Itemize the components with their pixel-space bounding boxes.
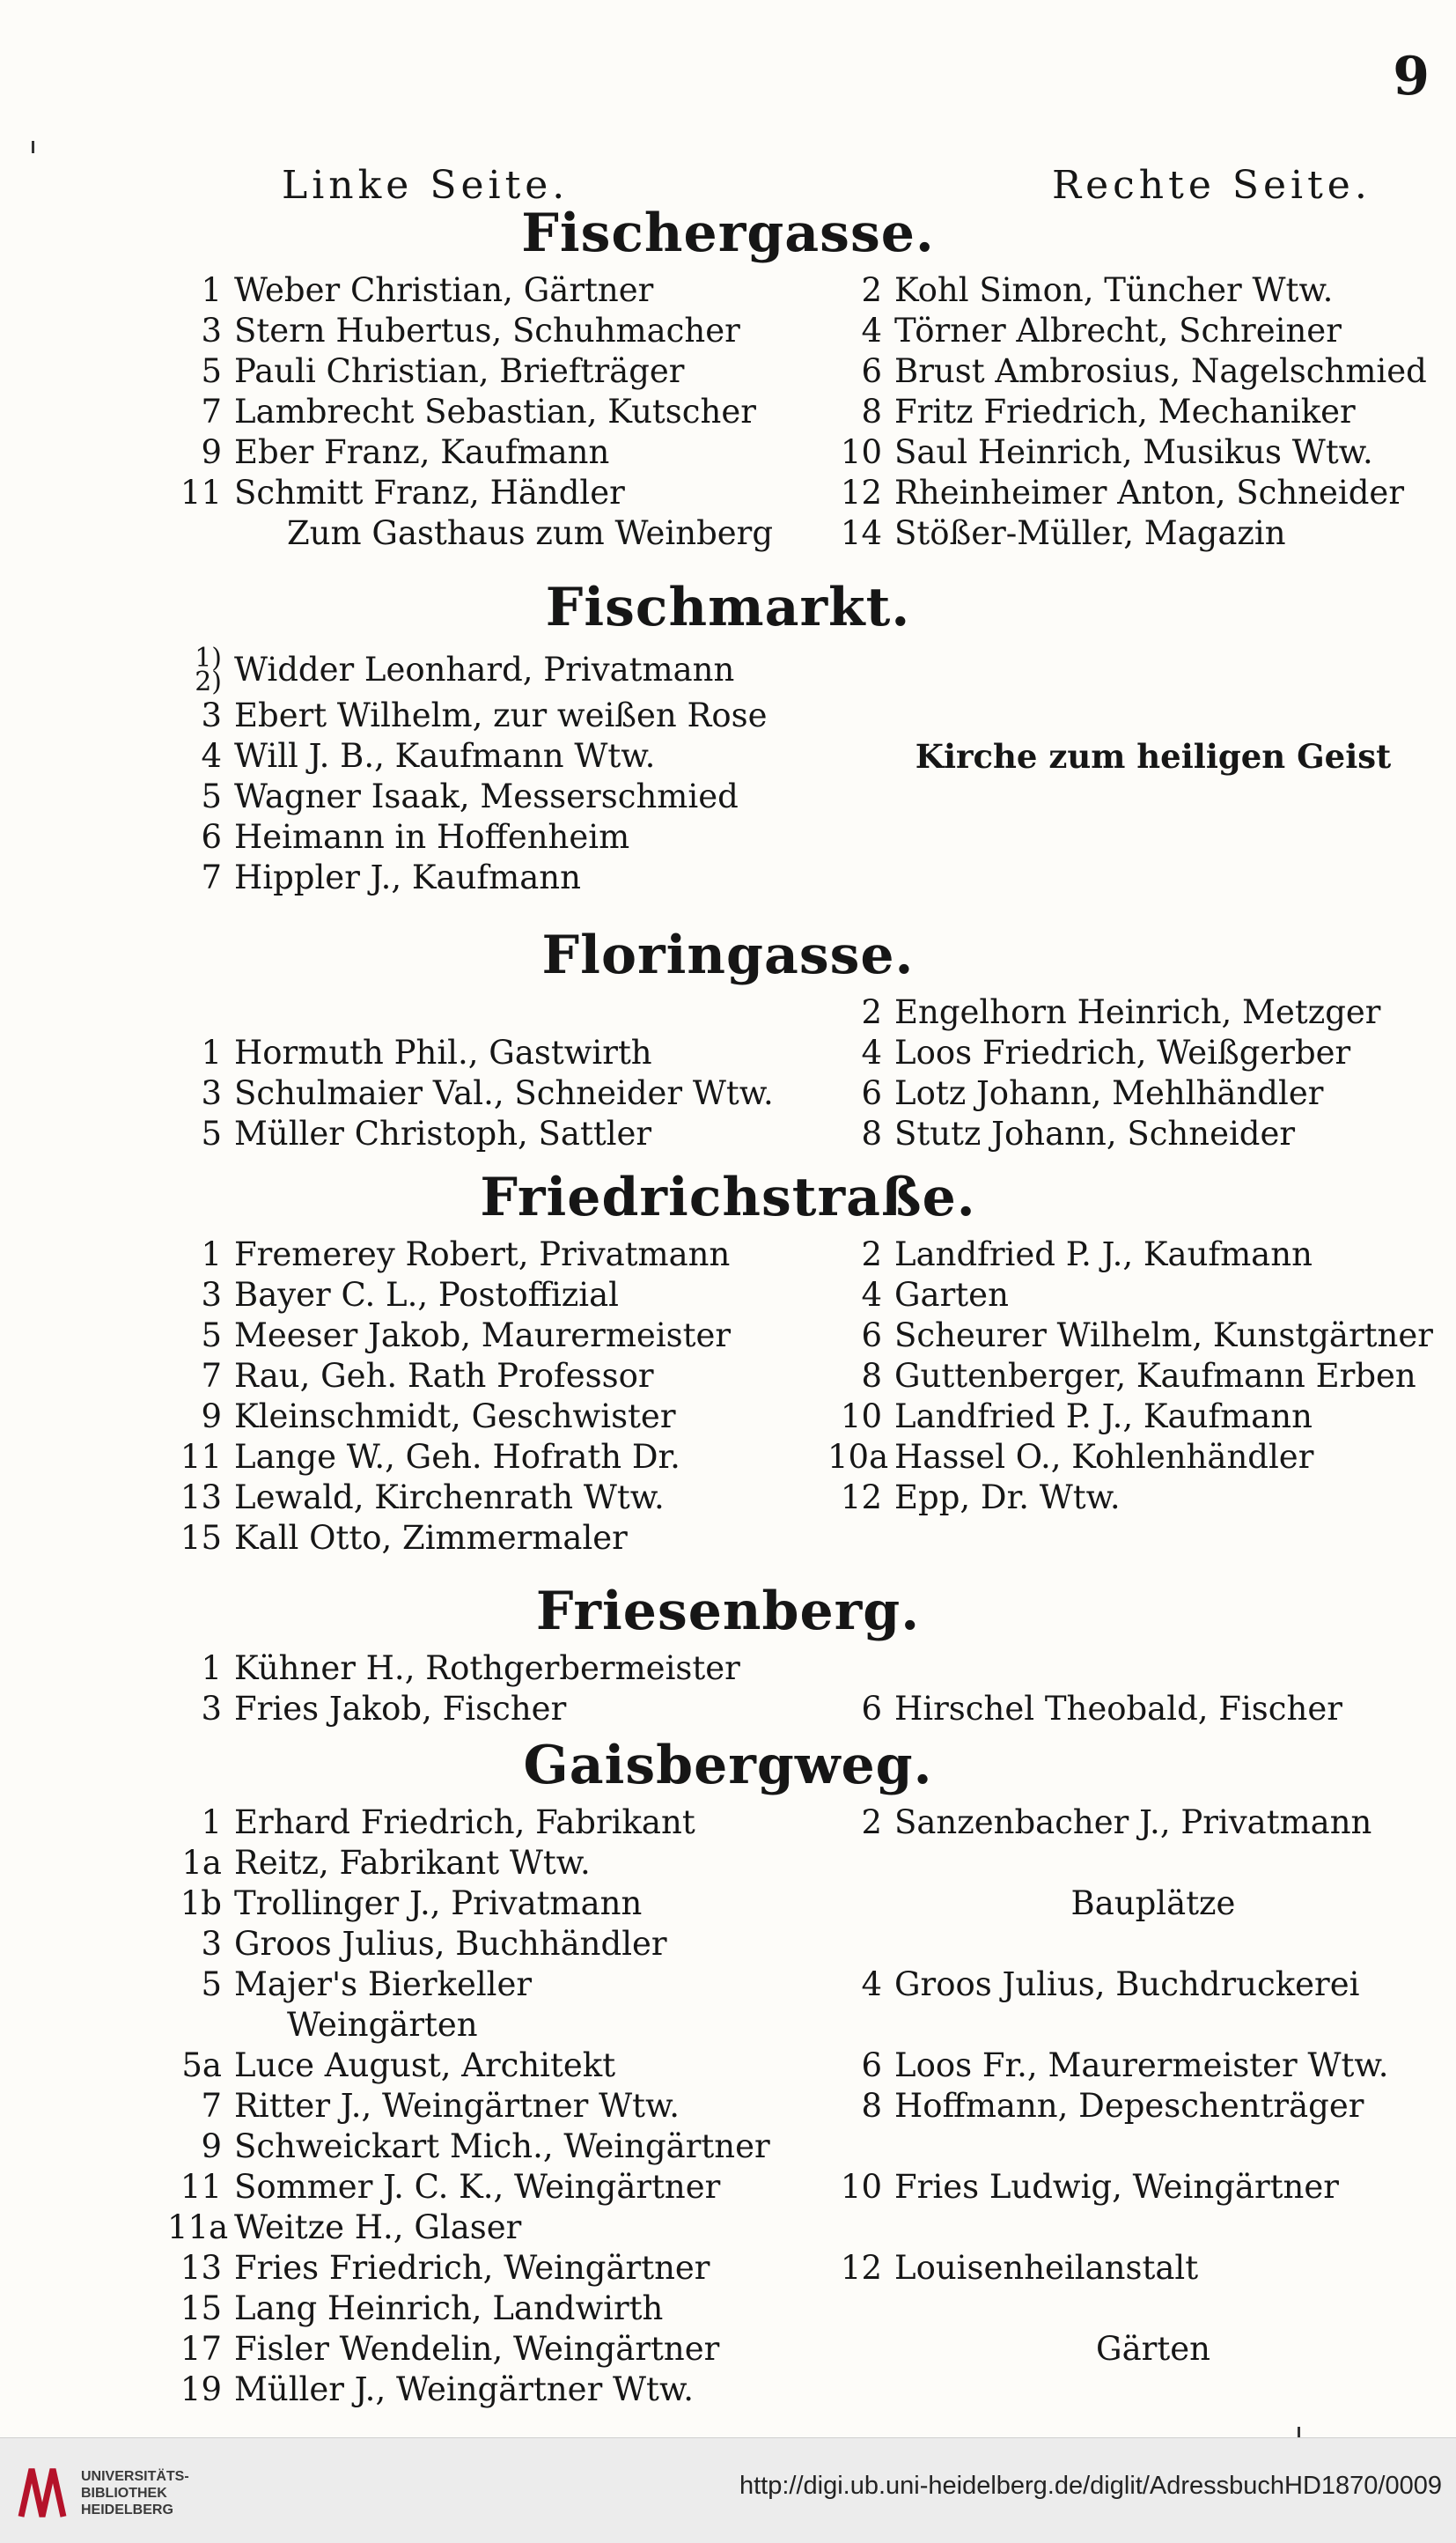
list-item [167,1397,819,1437]
list-item [167,1648,819,1689]
resident-name: Landfried P. J., Kaufmann [894,1235,1313,1273]
list-item [167,2127,819,2167]
library-logo[interactable] [16,2458,280,2528]
house-number: 2 [861,1235,882,1273]
resident-name: Lewald, Kirchenrath Wtw. [234,1478,665,1516]
house-number: 4 [861,1276,882,1314]
house-number: 3 [201,697,222,734]
list-item [167,1275,819,1316]
list-item [827,432,1444,473]
resident-name: Lang Heinrich, Landwirth [234,2289,664,2327]
right-side-list [827,1648,1444,1729]
resident-name: Hassel O., Kohlenhändler [894,1438,1314,1476]
resident-name: Engelhorn Heinrich, Metzger [894,993,1381,1031]
house-number: 8 [861,1115,882,1153]
list-item [167,1802,819,1843]
list-item [167,1114,819,1154]
resident-name: Törner Albrecht, Schreiner [894,312,1342,350]
house-number: 10 [840,2168,882,2206]
right-side-list [827,992,1444,1154]
house-number: 11 [180,474,222,512]
resident-name: Fries Friedrich, Weingärtner [234,2249,710,2287]
resident-name: Luce August, Architekt [234,2046,616,2084]
house-number: 5 [201,1965,222,2003]
list-item [167,858,819,898]
street-title: Fischmarkt. [545,577,911,638]
resident-name: Weber Christian, Gärtner [234,271,654,309]
resident-name: Widder Leonhard, Privatmann [234,651,735,689]
resident-name: Fisler Wendelin, Weingärtner [234,2330,720,2368]
resident-name: Pauli Christian, Briefträger [234,352,685,390]
house-number: 3 [201,1074,222,1112]
left-side-list [167,1648,819,1729]
house-number: 10a [827,1438,889,1476]
resident-name: Gärten [1096,2330,1210,2368]
list-item [167,1033,819,1073]
street-title: Friedrichstraße. [480,1167,976,1228]
list-item [167,2208,819,2248]
list-item [167,2045,819,2086]
street-title: Gaisbergweg. [523,1735,933,1796]
house-number: 2 [861,993,882,1031]
resident-name: Weitze H., Glaser [234,2208,522,2246]
list-item [167,270,819,311]
list-item [167,351,819,392]
list-item [827,1033,1444,1073]
resident-name: Ritter J., Weingärtner Wtw. [234,2087,680,2125]
source-url[interactable]: http://digi.ub.uni-heidelberg.de/diglit/AdressbuchHD1870/0009 [739,2472,1442,2500]
list-item [827,2248,1444,2289]
house-number: 1b [180,1884,222,1922]
list-item [827,645,1444,696]
list-item [827,1883,1444,1924]
resident-name: Hoffmann, Depeschenträger [894,2087,1364,2125]
list-item [827,2086,1444,2127]
resident-name: Saul Heinrich, Musikus Wtw. [894,433,1373,471]
street-section [0,925,1456,1153]
house-number: 1 [201,271,222,309]
house-number: 10 [840,1397,882,1435]
house-number: 2 [861,1803,882,1841]
house-number: 15 [180,1519,222,1557]
list-item [167,1883,819,1924]
list-item [167,1073,819,1114]
resident-name: Lange W., Geh. Hofrath Dr. [234,1438,680,1476]
column-header-left: Linke Seite. [282,163,570,208]
resident-name: Meeser Jakob, Maurermeister [234,1316,732,1354]
list-item [827,992,1444,1033]
house-number: 9 [201,2127,222,2165]
street-section [0,203,1456,552]
resident-name: Landfried P. J., Kaufmann [894,1397,1313,1435]
list-item [167,1316,819,1356]
list-item [827,1356,1444,1397]
list-item [167,1356,819,1397]
house-number: 12 [840,474,882,512]
house-number: 17 [180,2330,222,2368]
house-number: 4 [861,312,882,350]
resident-name: Brust Ambrosius, Nagelschmied [894,352,1427,390]
resident-name: Sanzenbacher J., Privatmann [894,1803,1372,1841]
list-item [167,473,819,513]
house-number: 1) 2) [195,643,222,697]
resident-name: Eber Franz, Kaufmann [234,433,610,471]
resident-name: Ebert Wilhelm, zur weißen Rose [234,697,768,734]
resident-name: Majer's Bierkeller [234,1965,533,2003]
list-item [827,1073,1444,1114]
list-item [827,1478,1444,1518]
list-item [827,2045,1444,2086]
list-item [827,2167,1444,2208]
list-item [167,696,819,736]
house-number: 1 [201,1034,222,1072]
list-item [167,992,819,1033]
resident-name: Epp, Dr. Wtw. [894,1478,1121,1516]
house-number: 4 [861,1034,882,1072]
list-item [827,1114,1444,1154]
library-logo-text: UNIVERSITÄTS- BIBLIOTHEK HEIDELBERG [81,2468,189,2517]
list-item [167,1964,819,2005]
list-item [167,1924,819,1964]
list-item [167,1437,819,1478]
list-item [827,696,1444,736]
list-item [167,777,819,817]
list-item [167,736,819,777]
resident-name: Lotz Johann, Mehlhändler [894,1074,1324,1112]
right-side-list [827,270,1444,554]
house-number: 13 [180,2249,222,2287]
house-number: 9 [201,433,222,471]
resident-name: Bayer C. L., Postoffizial [234,1276,620,1314]
resident-name: Kall Otto, Zimmermaler [234,1519,628,1557]
list-item [167,1518,819,1559]
house-number: 1 [201,1649,222,1687]
resident-name: Rau, Geh. Rath Professor [234,1357,654,1395]
house-number: 6 [861,1316,882,1354]
list-item [827,1648,1444,1689]
left-side-list [167,1802,819,2410]
right-side-list [827,645,1444,777]
list-item [827,1437,1444,1478]
resident-name: Trollinger J., Privatmann [234,1884,643,1922]
resident-name: Zum Gasthaus zum Weinberg [287,514,774,552]
resident-name: Schweickart Mich., Weingärtner [234,2127,770,2165]
list-item [827,2005,1444,2045]
resident-name: Garten [894,1276,1009,1314]
resident-name: Fries Jakob, Fischer [234,1690,567,1728]
house-number: 3 [201,1276,222,1314]
resident-name: Schmitt Franz, Händler [234,474,625,512]
house-number: 5 [201,1115,222,1153]
list-item [827,2127,1444,2167]
resident-name: Fremerey Robert, Privatmann [234,1235,731,1273]
resident-name: Loos Fr., Maurermeister Wtw. [894,2046,1389,2084]
list-item [167,1478,819,1518]
list-item [827,2329,1444,2370]
list-item [827,1689,1444,1729]
list-item [827,1802,1444,1843]
page-number: 9 [1393,46,1430,107]
resident-name: Heimann in Hoffenheim [234,818,630,856]
resident-name: Fritz Friedrich, Mechaniker [894,393,1356,431]
street-section [0,1581,1456,1728]
right-side-list [827,1802,1444,2370]
list-item [827,351,1444,392]
street-title: Floringasse. [541,925,915,986]
house-number: 1a [181,1844,222,1882]
left-side-list [167,270,819,554]
house-number: 6 [861,1690,882,1728]
house-number: 7 [201,2087,222,2125]
list-item [827,1964,1444,2005]
list-item [167,2289,819,2329]
resident-name: Reitz, Fabrikant Wtw. [234,1844,591,1882]
resident-name: Hormuth Phil., Gastwirth [234,1034,652,1072]
house-number: 3 [201,1925,222,1963]
resident-name: Erhard Friedrich, Fabrikant [234,1803,695,1841]
house-number: 6 [861,2046,882,2084]
house-number: 6 [861,352,882,390]
list-item [827,1397,1444,1437]
list-item [167,513,819,554]
list-item [827,1275,1444,1316]
resident-name: Stutz Johann, Schneider [894,1115,1296,1153]
resident-name: Stern Hubertus, Schuhmacher [234,312,740,350]
resident-name: Loos Friedrich, Weißgerber [894,1034,1351,1072]
house-number: 5 [201,1316,222,1354]
list-item [827,311,1444,351]
house-number: 19 [180,2370,222,2408]
list-item [167,1843,819,1883]
resident-name: Kühner H., Rothgerbermeister [234,1649,740,1687]
resident-name: Kirche zum heiligen Geist [915,737,1392,776]
resident-name: Schulmaier Val., Schneider Wtw. [234,1074,774,1112]
house-number: 11a [167,2208,229,2246]
street-section [0,1167,1456,1557]
list-item [167,2248,819,2289]
street-section [0,577,1456,896]
house-number: 8 [861,2087,882,2125]
street-title: Friesenberg. [535,1581,921,1642]
left-side-list [167,1235,819,1559]
house-number: 7 [201,393,222,431]
list-item [827,2208,1444,2248]
list-item [827,392,1444,432]
house-number: 5 [201,778,222,815]
list-item [167,1689,819,1729]
left-side-list [167,645,819,898]
resident-name: Groos Julius, Buchhändler [234,1925,667,1963]
house-number: 5 [201,352,222,390]
house-number: 11 [180,1438,222,1476]
house-number: 8 [861,393,882,431]
list-item [167,817,819,858]
resident-name: Guttenberger, Kaufmann Erben [894,1357,1416,1395]
list-item [167,432,819,473]
list-item [167,645,819,696]
house-number: 4 [861,1965,882,2003]
house-number: 1 [201,1235,222,1273]
house-number: 8 [861,1357,882,1395]
right-side-list [827,1235,1444,1518]
list-item [167,1235,819,1275]
house-number: 12 [840,1478,882,1516]
list-item [167,311,819,351]
scan-mark [32,141,34,153]
column-header-right: Rechte Seite. [1052,163,1371,208]
list-item [827,473,1444,513]
resident-name: Hippler J., Kaufmann [234,859,581,896]
list-item [827,2289,1444,2329]
resident-name: Fries Ludwig, Weingärtner [894,2168,1339,2206]
resident-name: Scheurer Wilhelm, Kunstgärtner [894,1316,1433,1354]
street-title: Fischergasse. [521,203,935,264]
list-item [167,2370,819,2410]
list-item [167,392,819,432]
resident-name: Will J. B., Kaufmann Wtw. [234,737,656,775]
resident-name: Müller J., Weingärtner Wtw. [234,2370,694,2408]
house-number: 9 [201,1397,222,1435]
list-item [827,1316,1444,1356]
resident-name: Lambrecht Sebastian, Kutscher [234,393,756,431]
house-number: 13 [180,1478,222,1516]
resident-name: Weingärten [287,2006,478,2044]
house-number: 3 [201,312,222,350]
list-item [827,270,1444,311]
house-number: 3 [201,1690,222,1728]
list-item [167,2005,819,2045]
resident-name: Groos Julius, Buchdruckerei [894,1965,1360,2003]
list-item [827,513,1444,554]
house-number: 1 [201,1803,222,1841]
resident-name: Bauplätze [1070,1884,1236,1922]
resident-name: Sommer J. C. K., Weingärtner [234,2168,721,2206]
list-item [167,2167,819,2208]
house-number: 5a [181,2046,222,2084]
house-number: 7 [201,859,222,896]
house-number: 10 [840,433,882,471]
footer-bar [0,2437,1456,2543]
resident-name: Wagner Isaak, Messerschmied [234,778,739,815]
library-logo-icon [16,2464,69,2522]
left-side-list [167,992,819,1154]
house-number: 6 [201,818,222,856]
resident-name: Louisenheilanstalt [894,2249,1199,2287]
list-item [827,1924,1444,1964]
street-section [0,1735,1456,2408]
list-item [167,2086,819,2127]
resident-name: Kleinschmidt, Geschwister [234,1397,676,1435]
house-number: 14 [840,514,882,552]
house-number: 11 [180,2168,222,2206]
list-item [827,1843,1444,1883]
list-item [827,1235,1444,1275]
house-number: 7 [201,1357,222,1395]
resident-name: Rheinheimer Anton, Schneider [894,474,1405,512]
house-number: 12 [840,2249,882,2287]
house-number: 15 [180,2289,222,2327]
list-item [827,736,1444,777]
house-number: 6 [861,1074,882,1112]
list-item [167,2329,819,2370]
house-number: 4 [201,737,222,775]
resident-name: Stößer-Müller, Magazin [894,514,1286,552]
resident-name: Kohl Simon, Tüncher Wtw. [894,271,1334,309]
resident-name: Müller Christoph, Sattler [234,1115,652,1153]
resident-name: Hirschel Theobald, Fischer [894,1690,1342,1728]
house-number: 2 [861,271,882,309]
